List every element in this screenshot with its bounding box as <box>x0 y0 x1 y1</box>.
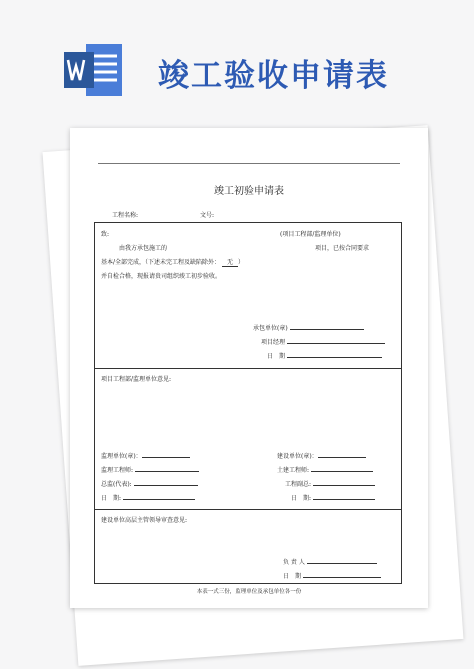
manager-label: 项目经理 <box>261 339 286 346</box>
contractor-date <box>267 351 382 360</box>
statement-line-1-right: 项目，已按合同要求 <box>315 245 370 252</box>
supervisor-opinion-heading: 项目工程部/监理单位意见: <box>101 376 172 383</box>
statement-line-2 <box>101 257 244 266</box>
civil-engineer-field: 土建工程师: <box>277 465 373 474</box>
deputy-gm-field: 工程副总: <box>285 479 375 488</box>
application-form <box>94 222 402 584</box>
doc-number-label: 文号: <box>200 212 215 219</box>
executive-review-section <box>95 509 401 584</box>
owner-date-field: 日 期: <box>291 493 375 502</box>
contractor-label: 承包单位(章) <box>253 325 288 332</box>
application-section <box>95 223 401 368</box>
statement-line-1-left: 由我方承包施工的 <box>119 245 168 252</box>
review-date-field <box>283 571 381 580</box>
footnote: 本表一式三份，监理单位及承包单位各一份 <box>196 589 302 595</box>
recipient-text: (项目工程部/监理单位) <box>280 231 341 238</box>
supervising-engineer-field: 监理工程师: <box>101 465 199 474</box>
supervisor-unit-field: 监理单位(章)： <box>101 451 190 460</box>
statement-line-3: 并自检合格，现报请贵司组织竣工初步验收。 <box>101 273 222 280</box>
word-icon <box>62 40 124 100</box>
chief-supervisor-field: 总监(代表): <box>101 479 198 488</box>
exception-value: 无 <box>222 259 238 267</box>
page-title: 竣工验收申请表 <box>158 58 389 94</box>
header-rule <box>98 163 400 164</box>
supervisor-date-field: 日 期: <box>101 493 195 502</box>
responsible-person-field <box>283 557 377 566</box>
header <box>0 0 474 130</box>
statement-line-2-end: ） <box>238 259 245 266</box>
manager-signature <box>261 337 385 346</box>
owner-unit-field: 建设单位(章)： <box>277 451 366 460</box>
contractor-signature <box>253 323 364 332</box>
review-date-label: 日 期 <box>283 573 302 580</box>
statement-line-2-text: 基本/全部完成，（下述未完工程及缺陷除外： <box>101 259 221 266</box>
executive-review-heading: 建设单位高层主管领导审查意见: <box>101 517 188 524</box>
date-label: 日 期 <box>267 353 286 360</box>
supervisor-opinion-section <box>95 368 401 510</box>
document-title: 竣工初验申请表 <box>214 186 284 197</box>
to-label: 致: <box>101 231 110 238</box>
responsible-label: 负 责 人 <box>283 559 305 566</box>
project-name-label: 工程名称: <box>112 212 139 219</box>
document-page <box>70 128 428 608</box>
